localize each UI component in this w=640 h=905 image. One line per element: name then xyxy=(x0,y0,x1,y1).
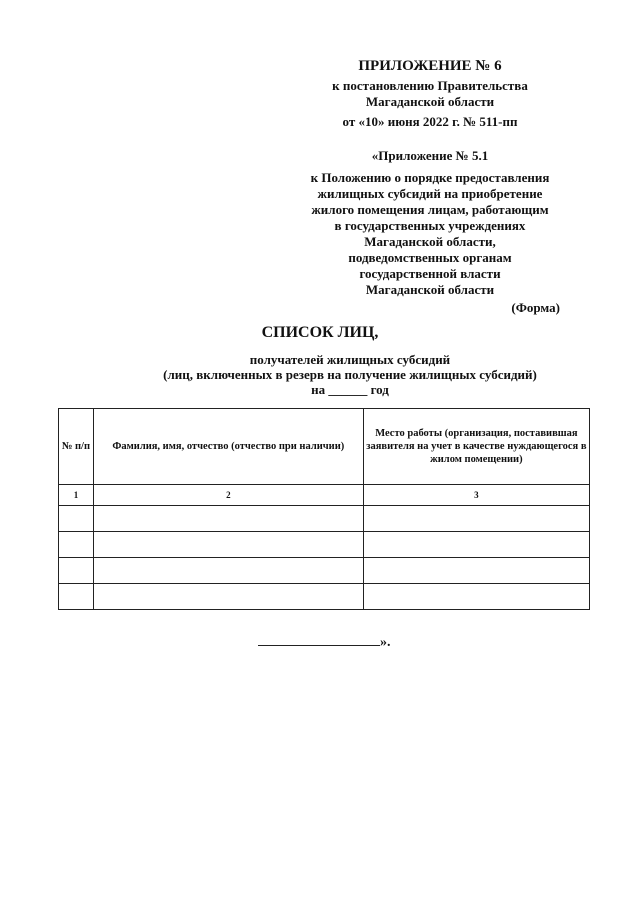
table-cell xyxy=(363,506,589,532)
column-number: 1 xyxy=(59,485,94,506)
header-workplace: Место работы (организация, поставившая заявителя на учет в качестве нуждающегося в жилом помещении) xyxy=(363,409,589,485)
appendix-5-1-line: государственной власти xyxy=(359,266,501,281)
appendix-5-1-line: к Положению о порядке предоставления xyxy=(310,170,550,185)
closing-quote: ». xyxy=(380,635,391,650)
subtitle-line-2: (лиц, включенных в резерв на получение жилищных субсидий) xyxy=(163,367,537,382)
table-cell xyxy=(363,558,589,584)
appendix-6-block xyxy=(300,58,560,130)
table-header-row xyxy=(59,409,590,485)
table-row xyxy=(59,532,590,558)
table-cell xyxy=(363,532,589,558)
header-full-name: Фамилия, имя, отчество (отчество при наличии) xyxy=(93,409,363,485)
table-cell xyxy=(59,532,94,558)
table-row xyxy=(59,558,590,584)
table-cell xyxy=(93,558,363,584)
table-cell xyxy=(93,584,363,610)
closing-line xyxy=(258,633,391,651)
appendix-6-line-2: Магаданской области xyxy=(365,94,495,109)
appendix-5-1-line: жилищных субсидий на приобретение xyxy=(317,186,543,201)
appendix-5-1-line: подведомственных органам xyxy=(348,250,512,265)
subtitle-line-1: получателей жилищных субсидий xyxy=(249,352,451,367)
appendix-6-title: ПРИЛОЖЕНИЕ № 6 xyxy=(358,58,502,74)
form-label: (Форма) xyxy=(511,300,560,315)
table-cell xyxy=(93,532,363,558)
appendix-5-1-line: Магаданской области, xyxy=(364,234,496,249)
table-row xyxy=(59,506,590,532)
table-cell xyxy=(59,506,94,532)
appendix-6-line-1: к постановлению Правительства xyxy=(332,78,528,93)
recipients-table xyxy=(58,408,590,610)
appendix-5-1-title: «Приложение № 5.1 xyxy=(371,148,489,163)
table-cell xyxy=(93,506,363,532)
signature-blank-line xyxy=(258,633,380,646)
column-numbers-row xyxy=(59,485,590,506)
column-number: 3 xyxy=(363,485,589,506)
subtitle-line-3: на ______ год xyxy=(311,382,389,397)
appendix-5-1-line: жилого помещения лицам, работающим xyxy=(311,202,549,217)
appendix-6-line-3: от «10» июня 2022 г. № 511-пп xyxy=(342,114,518,129)
column-number: 2 xyxy=(93,485,363,506)
table-row xyxy=(59,584,590,610)
list-title: СПИСОК ЛИЦ, xyxy=(261,324,379,341)
header-number: № п/п xyxy=(59,409,94,485)
table-cell xyxy=(59,558,94,584)
appendix-5-1-line: Магаданской области xyxy=(365,282,495,297)
table-cell xyxy=(363,584,589,610)
appendix-5-1-block xyxy=(300,148,560,298)
table-cell xyxy=(59,584,94,610)
appendix-5-1-line: в государственных учреждениях xyxy=(334,218,526,233)
